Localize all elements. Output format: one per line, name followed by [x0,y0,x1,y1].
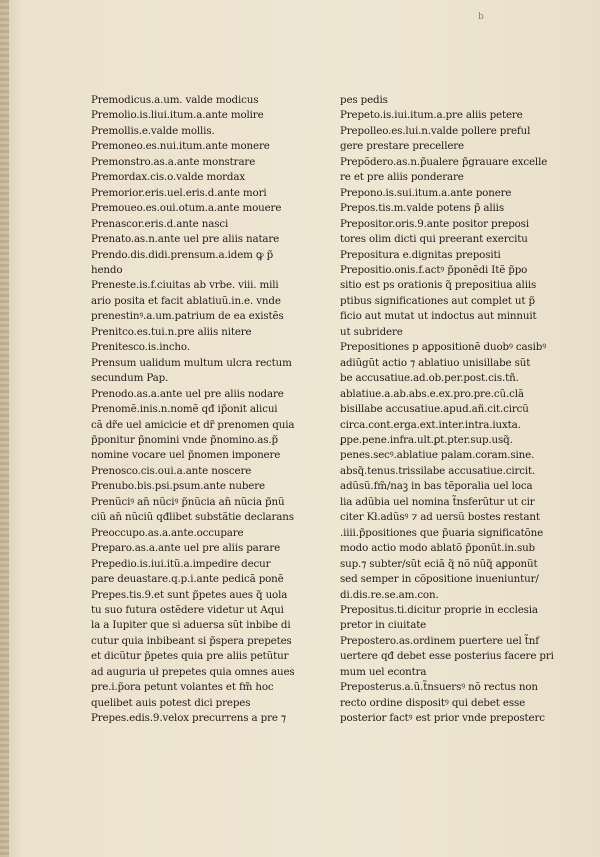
text-line: posterior factꝰ est prior vnde preposterc [340,712,545,725]
text-line: cutur quia inbibeant si p̃spera prepetes [91,634,292,647]
text-line: di.dis.re.se.am.con. [340,588,439,601]
text-line: sup.⁊ subter/sũt eciã q̃ nõ nũq̃ aꝑponũt [340,557,538,570]
text-line: Preoccupo.as.a.ante.occupare [91,526,244,539]
text-line: uertere qđ debet esse posterius facere pri [340,650,554,663]
text-line: gere prestare precellere [340,140,464,153]
text-line: Prenomẽ.inis.n.nomẽ qđ ip̃onit alicui [91,403,278,416]
text-line: pare deuastare.q.p.i.ante pedicã ponẽ [91,573,284,586]
text-line: Prepositiones p aꝑpositionẽ duobꝰ casibꝰ [340,341,546,354]
text-line: re et pre aliis ponderare [340,171,464,184]
text-line: Premodicus.a.um. valde modicus [91,94,259,106]
text-line: ciũ an̄ nũciũ qđlibet substãtie declarans [91,511,294,524]
text-line: ablatiue.a.ab.abs.e.ex.pro.pre.cũ.clã [340,387,524,400]
text-line: Prepes.tis.9.et sunt p̃petes aues q̃ uola [91,588,288,601]
text-line: Prepolleo.es.lui.n.valde pollere preful [340,124,531,137]
text-line: Prepes.edis.9.velox precurrens a pre ⁊ [91,712,286,725]
text-line: Prepostero.as.ordinem puertere uel t̃nf [340,634,539,647]
text-line: quelibet auis potest dici prepes [91,696,251,709]
text-line: sitio est ps orationis q̃ prepositiua aliis [340,279,537,292]
text-line: Premolio.is.liui.itum.a.ante molire [91,109,264,122]
text-line: Prepedio.is.iui.itũ.a.impedire decur [91,557,271,570]
text-line: ficio aut mutat ut indoctus aut minnuit [340,310,537,323]
text-line: adũsũ.fm̃/naꝫ in bas tẽporalia uel loca [340,480,533,493]
text-line: secundum Pap. [91,372,169,385]
text-line: Prendo.dis.didi.prensum.a.idem ꝙ p̃ [91,248,274,261]
text-line: nomine vocare uel p̃nomen imponere [91,449,281,462]
text-line: penes.secꝰ.ablatiue palam.coram.sine. [340,449,535,462]
text-line: ꝑpe.pene.infra.ult.ꝑt.pter.sup.usq̃. [340,433,513,446]
text-line: pes pedis [340,94,388,106]
text-line: recto ordine dispositꝰ qui debet esse [340,696,526,709]
text-line: adiũgũt actio ⁊ ablatiuo unisillabe sũt [340,356,531,369]
text-line: Prensum ualidum multum ulcra rectum [91,356,292,369]
right-text-column [340,93,568,727]
text-line: citer Kł.adũsꝰ ⁊ ad uersũ bostes restant [340,511,540,524]
text-line: tores olim dicti qui preerant exercitu [340,233,528,246]
text-line: Prenũciꝰ an̄ nũciꝰ p̃nũcia an̄ nũcia p̃nũ [91,495,285,508]
text-line: bisillabe accusatiue.apud.añ.cit.circũ [340,403,529,416]
text-line: Premollis.e.valde mollis. [91,124,215,137]
text-line: Prenodo.as.a.ante uel pre aliis nodare [91,387,284,400]
text-line: Prenitesco.is.incho. [91,341,190,354]
text-line: mum uel econtra [340,665,427,678]
text-line: sed semper in cõpositione inueniuntur/ [340,573,539,586]
text-line: modo actio modo ablatõ p̃ponũt.in.sub [340,542,535,555]
text-line: tu suo futura ostẽdere videtur ut Aqui [91,603,284,616]
folio-mark: b [478,12,484,22]
text-line: lia adũbia uel nomina t̃nsferũtur ut cir [340,495,535,508]
text-line: cã dr̃e uel amicicie et dr̃ prenomen quia [91,418,295,431]
text-line: prenestinꝰ.a.um.patrium de ea existẽs [91,310,284,323]
text-line: ad auguria uł prepetes quia omnes aues [91,665,295,678]
text-line: hendo [91,263,123,276]
text-line: Prepeto.is.iui.itum.a.pre aliis petere [340,109,523,122]
text-line: circa.cont.erga.ext.inter.intra.iuxta. [340,418,521,431]
text-line: Prepõdero.as.n.p̃ualere p̃grauare excelle [340,155,548,168]
text-line: Prepositura e.dignitas prepositi [340,248,501,261]
text-line: Prepos.tis.m.valde potens p̃ aliis [340,202,504,215]
text-line: absq̃.tenus.trissilabe accusatiue.circit. [340,464,536,477]
text-line: et dicũtur p̃petes quia pre aliis petũtur [91,650,289,663]
text-line: Prepositus.ti.dicitur proprie in ecclesia [340,603,538,616]
text-line: Premonstro.as.a.ante monstrare [91,155,256,168]
text-line: ario posita et facit ablatiuũ.in.e. vnde [91,294,281,307]
text-line: ut subridere [340,325,403,338]
text-line: la a Iupiter que si aduersa sũt inbibe di [91,619,291,632]
text-line: Premoueo.es.oui.otum.a.ante mouere [91,202,282,215]
binding-gutter [0,0,9,857]
text-line: Premordax.cis.o.valde mordax [91,171,245,184]
text-line: Prepositio.onis.f.actꝰ p̃ponẽdi Itẽ p̃po [340,263,528,276]
text-line: Premorior.eris.uel.eris.d.ante mori [91,186,267,199]
text-line: Prepono.is.sui.itum.a.ante ponere [340,186,512,199]
text-line: pretor in ciuitate [340,619,427,632]
text-line: Preposterus.a.ũ.t̃nsuersꝰ nõ rectus non [340,681,538,694]
text-line: Prenubo.bis.psi.psum.ante nubere [91,480,265,493]
text-line: ptibus significationes aut complet ut p̃ [340,294,535,307]
text-line: be accusatiue.ad.ob.per.post.cis.tñ. [340,372,519,385]
text-line: Premoneo.es.nui.itum.ante monere [91,140,270,153]
text-line: Prenitco.es.tui.n.pre aliis nitere [91,325,252,338]
text-line: pre.i.p̃ora petunt volantes et fm̃ hoc [91,681,274,694]
text-line: Preneste.is.f.ciuitas ab vrbe. viii. mili [91,279,279,292]
text-line: p̃ponitur p̃nomini vnde p̃nomino.as.p̃ [91,433,278,446]
text-line: Preparo.as.a.ante uel pre aliis parare [91,542,281,555]
text-line: Prenato.as.n.ante uel pre aliis natare [91,233,280,246]
text-line: Prepositor.oris.9.ante positor preposi [340,217,529,230]
left-text-column [91,93,311,727]
text-line: Prenosco.cis.oui.a.ante noscere [91,464,252,477]
text-line: Prenascor.eris.d.ante nasci [91,217,229,230]
text-line: .iiii.p̃positiones que p̃uaria significatõne [340,526,544,539]
